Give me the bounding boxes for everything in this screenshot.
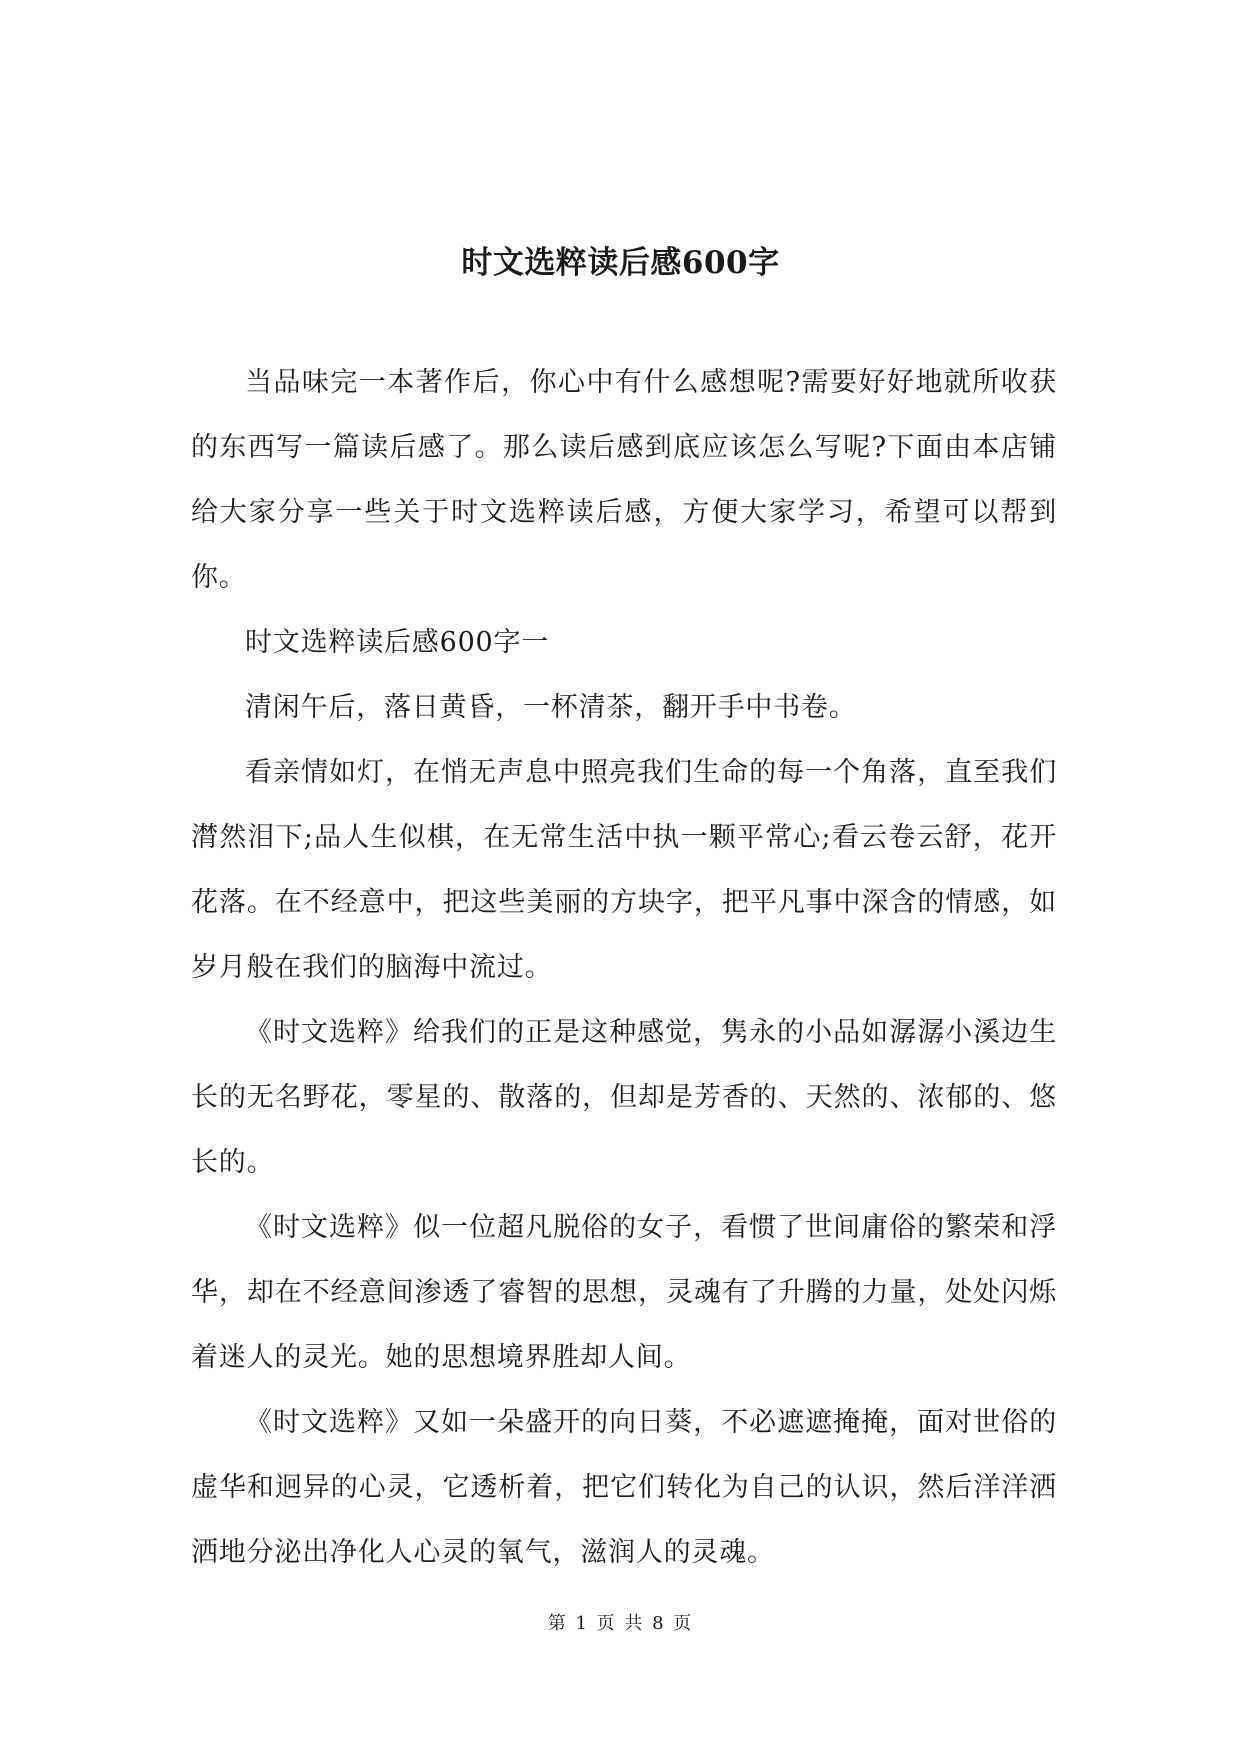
paragraph: 《时文选粹》似一位超凡脱俗的女子，看惯了世间庸俗的繁荣和浮华，却在不经意间渗透了睿智的思想，灵魂有了升腾的力量，处处闪烁着迷人的灵光。她的思想境界胜却人间。 — [191, 1212, 1057, 1373]
paragraph: 看亲情如灯，在悄无声息中照亮我们生命的每一个角落，直至我们潸然泪下;品人生似棋，在无常生活中执一颗平常心;看云卷云舒，花开花落。在不经意中，把这些美丽的方块字，把平凡事中深含的情感，如岁月般在我们的脑海中流过。 — [191, 757, 1057, 983]
document-title: 时文选粹读后感600字 — [461, 244, 780, 281]
paragraph: 清闲午后，落日黄昏，一杯清茶，翻开手中书卷。 — [245, 692, 857, 723]
document-body — [191, 350, 1057, 1585]
section-heading: 时文选粹读后感600字一 — [245, 627, 550, 658]
paragraph: 《时文选粹》又如一朵盛开的向日葵，不必遮遮掩掩，面对世俗的虚华和迥异的心灵，它透析着，把它们转化为自己的认识，然后洋洋洒洒地分泌出净化人心灵的氧气，滋润人的灵魂。 — [191, 1407, 1057, 1568]
paragraph-intro: 当品味完一本著作后，你心中有什么感想呢?需要好好地就所收获的东西写一篇读后感了。那么读后感到底应该怎么写呢?下面由本店铺给大家分享一些关于时文选粹读后感，方便大家学习，希望可以帮到你。 — [191, 367, 1057, 593]
paragraph: 《时文选粹》给我们的正是这种感觉，隽永的小品如潺潺小溪边生长的无名野花，零星的、散落的，但却是芳香的、天然的、浓郁的、悠长的。 — [191, 1017, 1057, 1178]
page-footer: 第 1 页 共 8 页 — [547, 1613, 694, 1634]
